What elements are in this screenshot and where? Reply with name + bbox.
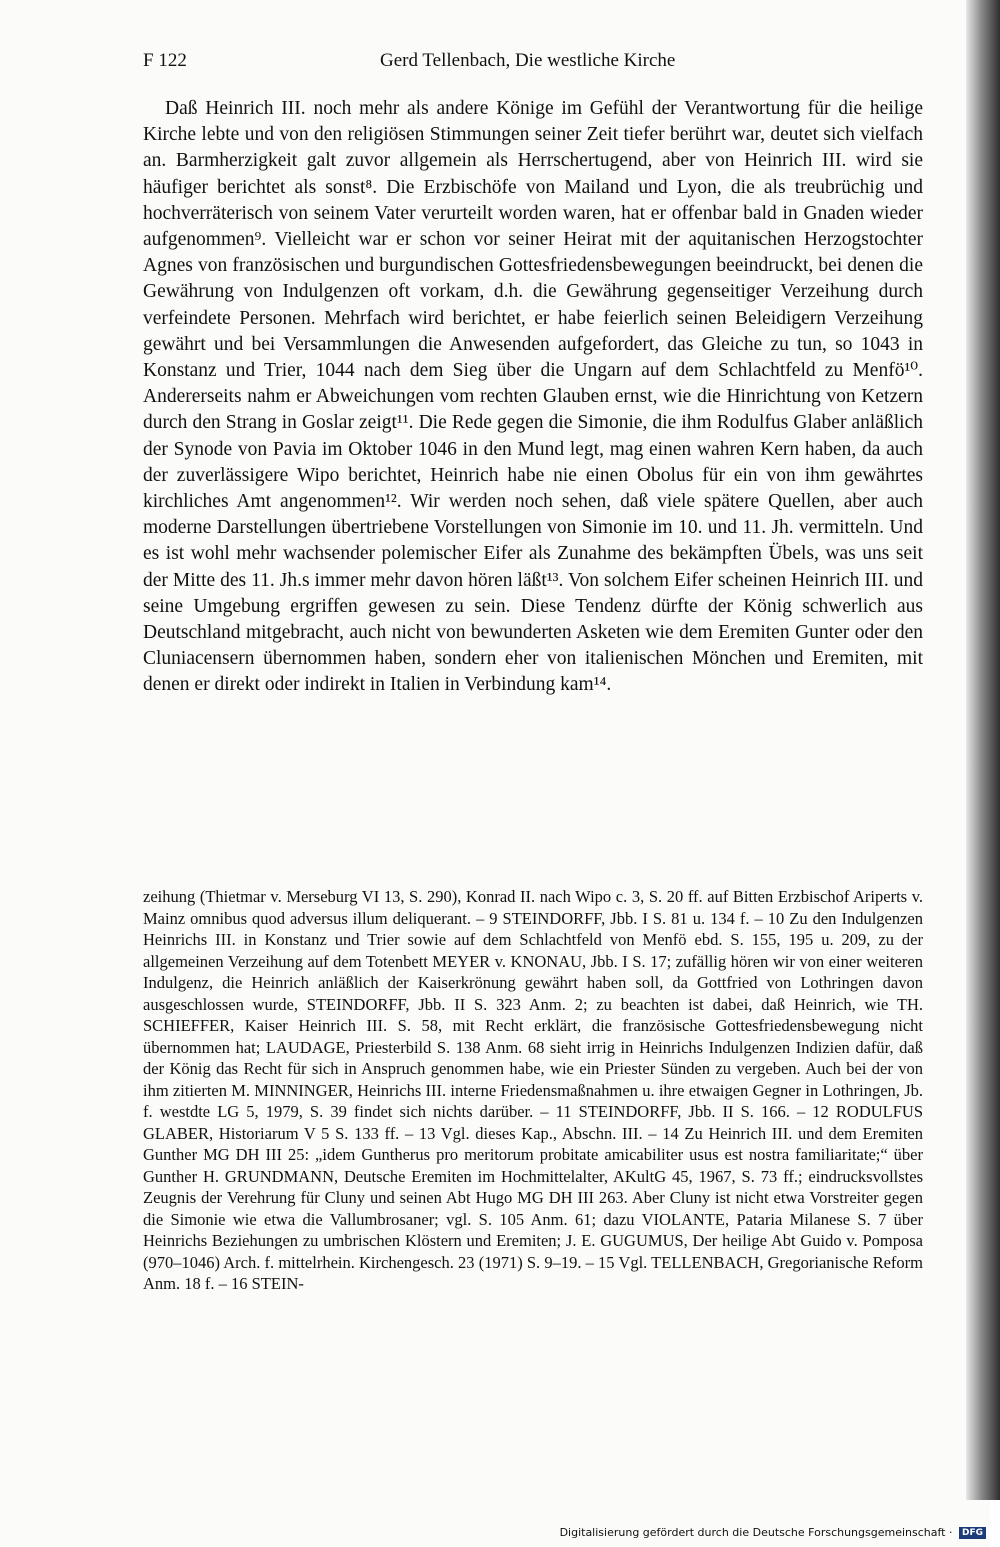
main-text-paragraph: Daß Heinrich III. noch mehr als andere Könige im Gefühl der Verantwortung für die heilige Kirche lebte und von den religiösen Stimmungen seiner Zeit tiefer berührt war, deutet sich vielfach an. Barmherzigkeit galt zuvor allgemein als Herrschertugend, aber von Heinrich III. wird sie häufiger berichtet als sonst⁸. Die Erzbischöfe von Mailand und Lyon, die als treubrüchig und hochverräterisch von seinem Vater verurteilt worden waren, hat er offenbar bald in Gnaden wieder aufgenommen⁹. Vielleicht war er schon vor seiner Heirat mit der aquitanischen Herzogstochter Agnes von französischen und burgundischen Gottesfriedensbewegungen beeindruckt, bei denen die Gewährung von Indulgenzen oft vorkam, d.h. die Gewährung gegenseitiger Verzeihung durch verfeindete Personen. Mehrfach wird berichtet, er habe feierlich seinen Beleidigern Verzeihung gewährt und bei Versammlungen die Anwesenden aufgefordert, das Gleiche zu tun, so 1043 in Konstanz und Trier, 1044 nach dem Sieg über die Ungarn auf dem Schlachtfeld zu Menfö¹⁰. Andererseits nahm er Abweichungen vom rechten Glauben ernst, wie die Hinrichtung von Ketzern durch den Strang in Goslar zeigt¹¹. Die Rede gegen die Simonie, die ihm Rodulfus Glaber anläßlich der Synode von Pavia im Oktober 1046 in den Mund legt, mag einen wahren Kern haben, da auch der zuverlässigere Wipo berichtet, Heinrich habe nie einen Obolus für ein von ihm gewährtes kirchliches Amt angenommen¹². Wir werden noch sehen, daß viele spätere Quellen, aber auch moderne Darstellungen übertriebene Vorstellungen von Simonie im 10. und 11. Jh. vermitteln. Und es ist wohl mehr wachsender polemischer Eifer als Zunahme des bekämpften Übels, was uns seit der Mitte des 11. Jh.s immer mehr davon hören läßt¹³. Von solchem Eifer scheinen Heinrich III. und seine Umgebung ergriffen gewesen zu sein. Diese Tendenz dürfte der König schwerlich aus Deutschland mitgebracht, auch nicht von bewunderten Asketen wie dem Eremiten Gunter oder den Cluniacensern übernommen haben, sondern eher von italienischen Mönchen und Eremiten, mit denen er direkt oder indirekt in Italien in Verbindung kam¹⁴. bbox=[143, 98, 923, 696]
credit-text: Digitalisierung gefördert durch die Deutsche Forschungsgemeinschaft · bbox=[559, 1526, 953, 1539]
running-title: Gerd Tellenbach, Die westliche Kirche bbox=[380, 50, 676, 71]
running-head bbox=[143, 50, 920, 80]
page-number: F 122 bbox=[143, 50, 187, 71]
digitization-credit bbox=[560, 1526, 986, 1539]
dfg-logo: DFG bbox=[959, 1527, 986, 1539]
page-edge-shadow bbox=[966, 0, 1000, 1500]
footnotes: zeihung (Thietmar v. Merseburg VI 13, S. 290), Konrad II. nach Wipo c. 3, S. 20 ff. auf Bitten Erzbischof Ariperts v. Mainz omnibus quod adversus illum deliquerant. – 9 STEINDORFF, Jbb. I S. 81 u. 134 f. – 10 Zu den Indulgenzen Heinrichs III. in Konstanz und Trier sowie auf dem Schlachtfeld von Menfö ebd. S. 155, 195 u. 209, zu der allgemeinen Verzeihung auf dem Totenbett MEYER v. KNONAU, Jbb. I S. 17; zufällig hören wir von einer weiteren Indulgenz, die Heinrich anläßlich der Kaiserkrönung gewährt haben soll, da Gottfried von Lothringen davon ausgeschlossen wurde, STEINDORFF, Jbb. II S. 323 Anm. 2; zu beachten ist dabei, daß Heinrich, wie TH. SCHIEFFER, Kaiser Heinrich III. S. 58, mit Recht erklärt, die französische Gottesfriedensbewegung nicht übernommen hat; LAUDAGE, Priesterbild S. 138 Anm. 68 sieht irrig in Heinrichs Indulgenzen Indizien dafür, daß der König das Recht für sich in Anspruch genommen habe, wie ein Priester Sünden zu vergeben. Auch bei der von ihm zitierten M. MINNINGER, Heinrichs III. interne Friedensmaßnahmen u. ihre etwaigen Gegner in Lothringen, Jb. f. westdte LG 5, 1979, S. 39 findet sich nichts darüber. – 11 STEINDORFF, Jbb. II S. 166. – 12 RODULFUS GLABER, Historiarum V 5 S. 133 ff. – 13 Vgl. dieses Kap., Abschn. III. – 14 Zu Heinrich III. und dem Eremiten Gunther MG DH III 25: „idem Guntherus pro meritorum probitate amicabiliter usus est nostra familiaritate;“ über Gunther H. GRUNDMANN, Deutsche Eremiten im Hochmittelalter, AKultG 45, 1967, S. 73 ff.; eindrucksvollstes Zeugnis der Verehrung für Cluny und seinen Abt Hugo MG DH III 263. Aber Cluny ist nicht etwa Vorstreiter gegen die Simonie wie etwa die Vallumbrosaner; vgl. S. 105 Anm. 61; dazu VIOLANTE, Pataria Milanese S. 7 über Heinrichs Beziehungen zu umbrischen Klöstern und Eremiten; J. E. GUGUMUS, Der heilige Abt Guido v. Pomposa (970–1046) Arch. f. mittelrhein. Kirchengesch. 23 (1971) S. 9–19. – 15 Vgl. TELLENBACH, Gregorianische Reform Anm. 18 f. – 16 STEIN- bbox=[143, 887, 923, 1293]
